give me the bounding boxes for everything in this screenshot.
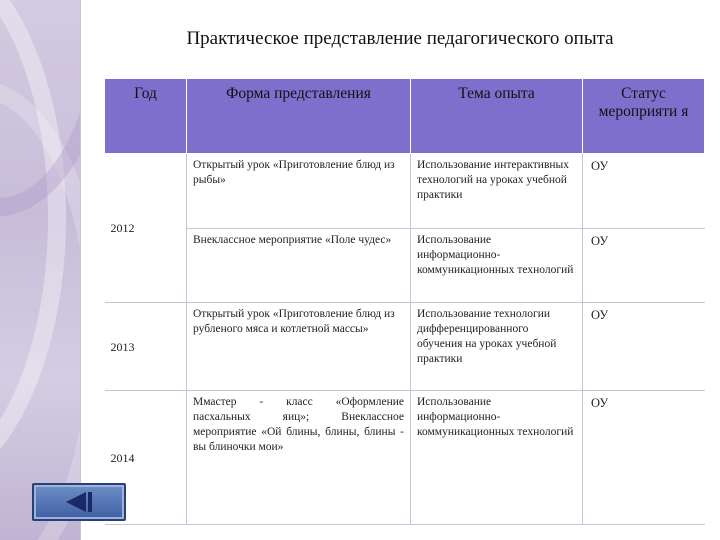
back-arrow-icon <box>66 492 86 512</box>
year-cell: 2013 <box>105 303 187 391</box>
table-row <box>105 391 705 525</box>
topic-cell: Использование технологии дифференцированного обучения на уроках учебной практики <box>411 303 583 391</box>
form-cell: Открытый урок «Приготовление блюд из рыбы» <box>187 154 411 229</box>
back-button[interactable] <box>32 483 126 521</box>
side-divider <box>80 0 81 540</box>
decorative-side-strip <box>0 0 80 540</box>
form-cell: Ммастер - класс «Оформление пасхальных яиц»; Внеклассное мероприятие «Ой блины, блины, блины - вы блиночки мои» <box>187 391 411 525</box>
header-status: Статус мероприяти я <box>583 79 705 154</box>
status-cell: ОУ <box>583 303 705 391</box>
status-cell: ОУ <box>583 391 705 525</box>
back-bar-icon <box>88 492 92 512</box>
status-cell: ОУ <box>583 154 705 229</box>
topic-cell: Использование информационно-коммуникационных технологий <box>411 229 583 303</box>
year-cell: 2012 <box>105 154 187 303</box>
table-header-row <box>105 79 705 154</box>
year-cell: 2014 <box>105 391 187 525</box>
topic-cell: Использование интерактивных технологий на уроках учебной практики <box>411 154 583 229</box>
page-title: Практическое представление педагогического опыта <box>186 28 614 49</box>
form-cell: Открытый урок «Приготовление блюд из рубленого мяса и котлетной массы» <box>187 303 411 391</box>
experience-table <box>104 78 705 525</box>
table-row <box>105 229 705 303</box>
topic-cell: Использование информационно-коммуникационных технологий <box>411 391 583 525</box>
header-year: Год <box>105 79 187 154</box>
form-cell: Внеклассное мероприятие «Поле чудес» <box>187 229 411 303</box>
header-topic: Тема опыта <box>411 79 583 154</box>
header-form: Форма представления <box>187 79 411 154</box>
status-cell: ОУ <box>583 229 705 303</box>
table-row <box>105 154 705 229</box>
table-row <box>105 303 705 391</box>
